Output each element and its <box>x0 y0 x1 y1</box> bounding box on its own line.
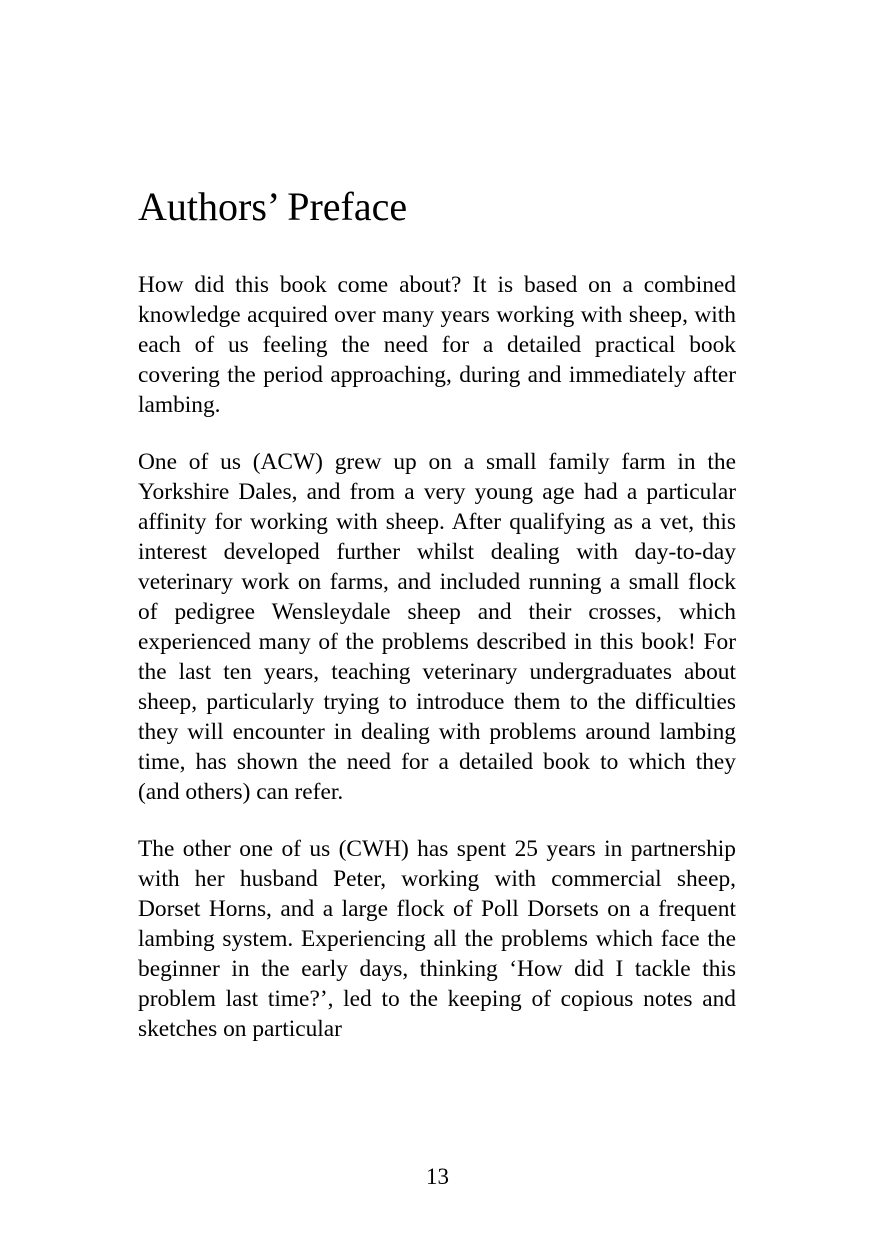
page-number: 13 <box>426 1164 449 1189</box>
page-title: Authors’ Preface <box>138 184 408 229</box>
paragraph-cwh-background: The other one of us (CWH) has spent 25 years in partnership with her husband Peter, working with commercial sheep, Dorset Horns, and a large flock of Poll Dorsets on a frequent lambing system. Experiencing all the problems which face the beginner in the early days, thinking ‘How did I tackle this problem last time?’, led to the keeping of copious notes and sketches on particular <box>138 836 736 1042</box>
preface-body <box>138 270 736 1071</box>
paragraph-acw-background: One of us (ACW) grew up on a small family farm in the Yorkshire Dales, and from a very young age had a particular affinity for working with sheep. After qualifying as a vet, this interest developed further whilst dealing with day-to-day veterinary work on farms, and included running a small flock of pedigree Wensleydale sheep and their crosses, which experienced many of the problems described in this book! For the last ten years, teaching veterinary undergraduates about sheep, particularly trying to introduce them to the difficulties they will encounter in dealing with problems around lambing time, has shown the need for a detailed book to which they (and others) can refer. <box>138 449 736 805</box>
paragraph-book-origin: How did this book come about? It is based on a combined knowledge acquired over many years working with sheep, with each of us feeling the need for a detailed practical book covering the period approaching, during and immediately after lambing. <box>138 272 736 418</box>
